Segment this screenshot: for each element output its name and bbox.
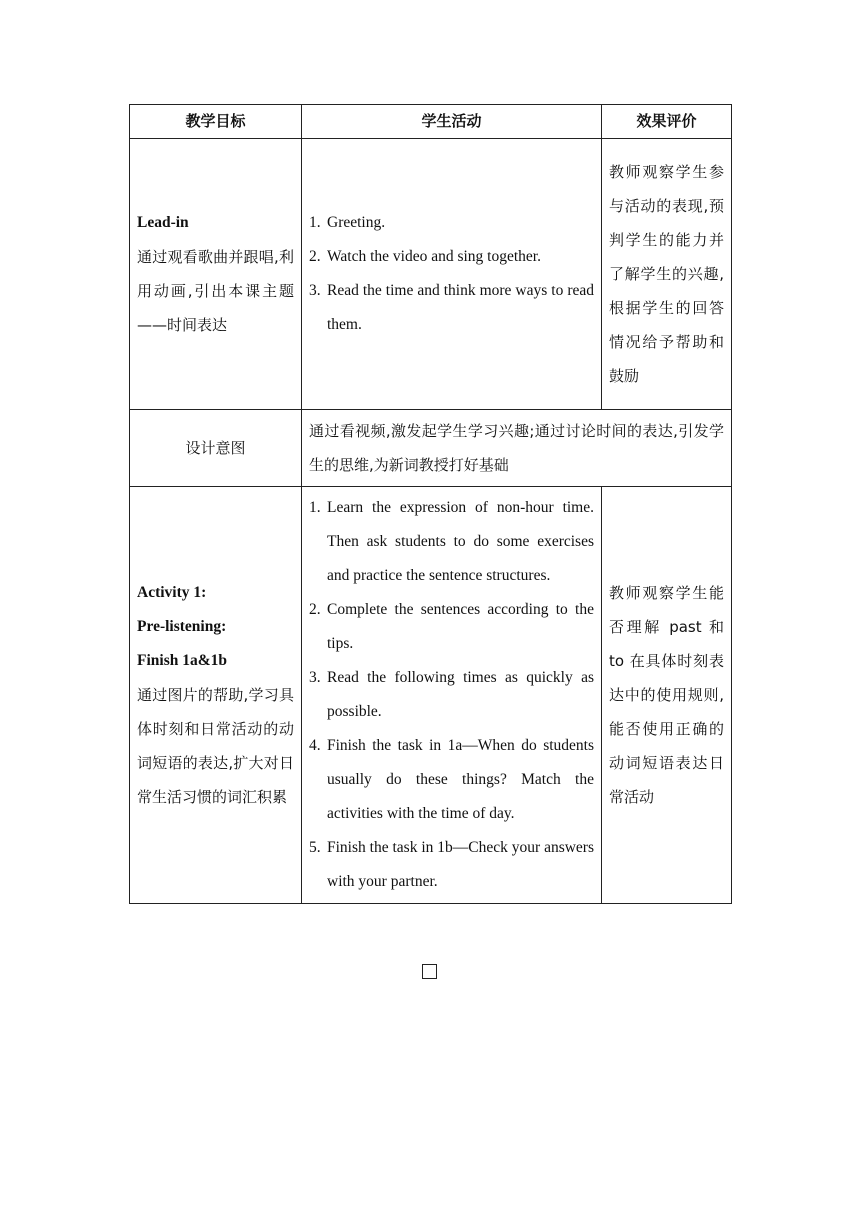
leadin-activity-item: 1. Greeting. <box>309 214 386 231</box>
leadin-activity-item: 3. Read the time and think more ways to read them. <box>309 282 594 333</box>
activity1-goal-cell <box>130 487 302 904</box>
activity1-title: Activity 1: <box>137 584 207 601</box>
leadin-activity-list <box>309 206 594 342</box>
header-evaluation: 效果评价 <box>602 105 732 139</box>
activity1-subtitle: Pre-listening: <box>137 618 227 635</box>
leadin-goal-desc: 通过观看歌曲并跟唱,利用动画,引出本课主题——时间表达 <box>137 248 294 334</box>
lesson-plan-table <box>129 104 732 904</box>
activity1-activity-list <box>309 491 594 899</box>
leadin-evaluation-cell: 教师观察学生参与活动的表现,预判学生的能力并了解学生的兴趣,根据学生的回答情况给予帮助和鼓励 <box>602 139 732 410</box>
leadin-goal-title: Lead-in <box>137 214 189 231</box>
activity1-evaluation-cell: 教师观察学生能否理解 past 和 to 在具体时刻表达中的使用规则,能否使用正确的动词短语表达日常活动 <box>602 487 732 904</box>
leadin-goal-cell <box>130 139 302 410</box>
design-intent-text: 通过看视频,激发起学生学习兴趣;通过讨论时间的表达,引发学生的思维,为新词教授打好基础 <box>302 410 732 487</box>
activity1-activity-item: 5. Finish the task in 1b—Check your answers with your partner. <box>309 839 594 890</box>
activity1-task: Finish 1a&1b <box>137 652 228 669</box>
leadin-activities-cell <box>302 139 602 410</box>
activity1-activity-item: 4. Finish the task in 1a—When do students usually do these things? Match the activities with the time of day. <box>309 737 594 822</box>
header-student-activity: 学生活动 <box>302 105 602 139</box>
activity1-activity-item: 2. Complete the sentences according to the tips. <box>309 601 594 652</box>
activity1-activity-item: 3. Read the following times as quickly as possible. <box>309 669 594 720</box>
leadin-activity-item: 2. Watch the video and sing together. <box>309 248 541 265</box>
activity1-activities-cell <box>302 487 602 904</box>
design-row <box>130 410 732 487</box>
header-teaching-goal: 教学目标 <box>130 105 302 139</box>
activity1-row <box>130 487 732 904</box>
design-intent-label: 设计意图 <box>130 410 302 487</box>
activity1-activity-item: 1. Learn the expression of non-hour time. Then ask students to do some exercises and practice the sentence structures. <box>309 499 594 584</box>
empty-checkbox-mark <box>422 964 437 979</box>
header-row <box>130 105 732 139</box>
leadin-row <box>130 139 732 410</box>
activity1-goal-desc: 通过图片的帮助,学习具体时刻和日常活动的动词短语的表达,扩大对日常生活习惯的词汇积累 <box>137 686 294 806</box>
